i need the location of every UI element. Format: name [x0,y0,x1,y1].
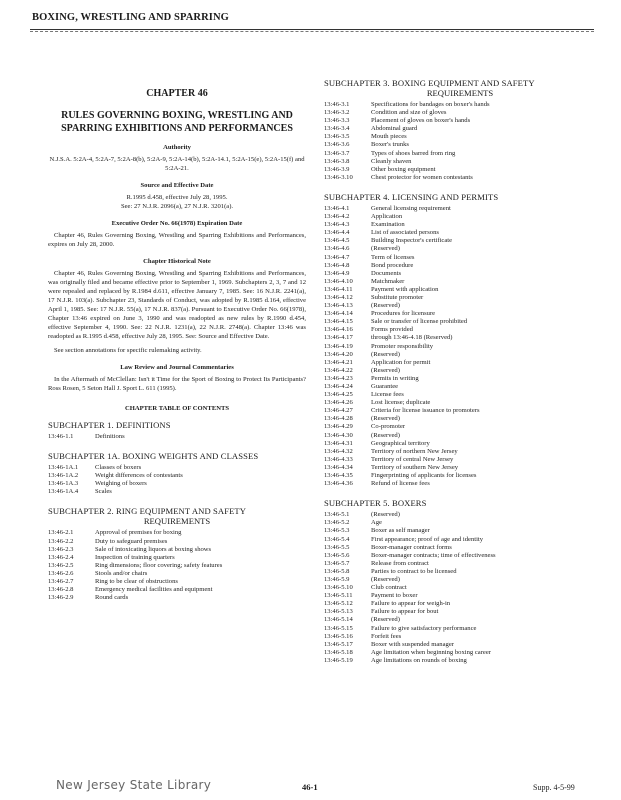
section-title: First appearance; proof of age and identity [371,535,484,543]
section-title: Boxer-manager contracts; time of effectiveness [371,551,496,559]
section-entry [48,554,306,562]
subchapter-block [324,192,596,488]
section-title: Application for permit [371,358,431,366]
section-entry [324,415,596,423]
section-title: Failure to appear for weigh-in [371,600,451,608]
section-title: Weight differences of contestants [95,472,183,480]
subchapter-heading: SUBCHAPTER 1A. BOXING WEIGHTS AND CLASSES [48,451,259,462]
section-entry [324,399,596,407]
section-entry [324,448,596,456]
section-entry [324,158,596,166]
section-title: Geographical territory [371,439,430,447]
section-number: 13:46-5.4 [324,535,350,543]
section-number: 13:46-4.6 [324,245,350,253]
historical-note-heading: Chapter Historical Note [143,258,211,265]
section-entry [324,270,596,278]
subchapter-heading-continued: REQUIREMENTS [143,516,211,527]
section-number: 13:46-2.1 [48,529,74,537]
section-entry [324,536,596,544]
section-title: Emergency medical facilities and equipment [95,586,213,594]
section-title: Weighing of boxers [95,480,147,488]
section-title: Application [371,213,403,221]
section-entry [48,488,306,496]
section-title: Documents [371,269,402,277]
section-number: 13:46-4.30 [324,431,353,439]
section-entry [324,544,596,552]
section-title: (Reserved) [371,415,400,423]
section-number: 13:46-1A.3 [48,480,79,488]
section-entry [324,423,596,431]
section-title: Definitions [95,433,125,440]
section-number: 13:46-5.7 [324,559,350,567]
section-number: 13:46-5.12 [324,600,353,608]
section-title: Substitute promoter [371,293,424,301]
section-number: 13:46-2.6 [48,569,74,577]
section-title: Scales [95,488,112,496]
section-number: 13:46-5.8 [324,567,350,575]
section-title: Age limitations on rounds of boxing [371,656,467,664]
section-entry [324,205,596,213]
section-entry [324,560,596,568]
section-number: 13:46-2.8 [48,586,74,594]
executive-order-text: Chapter 46, Rules Governing Boxing, Wrestling and Sparring Exhibitions and Performances, expires on July 28, 2000. [48,232,306,248]
section-title: Sale or transfer of license prohibited [371,318,468,326]
section-entry [324,472,596,480]
section-entry [48,529,306,537]
section-title: Building Inspector's certificate [371,237,453,245]
section-list [48,433,306,441]
section-number: 13:46-4.12 [324,293,353,301]
section-title: Club contract [371,584,407,592]
section-number: 13:46-4.3 [324,221,350,229]
section-number: 13:46-4.35 [324,472,353,480]
section-entry [48,586,306,594]
right-toc [324,78,596,665]
section-entry [324,480,596,488]
section-number: 13:46-5.17 [324,640,353,648]
subchapter-heading: SUBCHAPTER 2. RING EQUIPMENT AND SAFETY [48,506,247,517]
section-entry [324,641,596,649]
section-number: 13:46-3.1 [324,101,350,108]
section-title: Stools and/or chairs [95,569,148,577]
section-entry [324,318,596,326]
section-title: Term of licenses [371,253,415,261]
section-number: 13:46-5.19 [324,656,353,664]
section-number: 13:46-4.34 [324,463,353,471]
page-number: 46-1 [302,782,318,792]
section-number: 13:46-4.31 [324,439,353,447]
section-number: 13:46-5.5 [324,543,350,551]
section-title: Criteria for license issuance to promoters [371,407,480,415]
section-entry [324,150,596,158]
section-number: 13:46-4.1 [324,204,350,212]
section-entry [324,527,596,535]
section-number: 13:46-5.6 [324,551,350,559]
section-title: Payment with application [371,285,439,293]
section-number: 13:46-3.2 [324,109,350,117]
section-number: 13:46-4.14 [324,310,353,318]
section-number: 13:46-4.19 [324,342,353,350]
section-number: 13:46-5.16 [324,632,353,640]
section-title: Failure to give satisfactory performance [371,624,477,632]
section-entry [324,286,596,294]
section-number: 13:46-2.7 [48,578,74,586]
subchapter-block [48,420,306,441]
section-title: Release from contract [371,559,429,567]
section-entry [324,109,596,117]
section-number: 13:46-5.15 [324,624,353,632]
section-number: 13:46-2.3 [48,545,74,553]
subchapter-heading: SUBCHAPTER 3. BOXING EQUIPMENT AND SAFETY [324,78,535,88]
section-number: 13:46-4.33 [324,455,353,463]
section-title: Round cards [95,594,129,602]
section-entry [324,649,596,657]
section-number: 13:46-3.3 [324,117,350,125]
section-number: 13:46-4.24 [324,383,353,390]
section-entry [324,101,596,109]
section-entry [324,584,596,592]
section-number: 13:46-4.17 [324,334,353,342]
authority-text: N.J.S.A. 5:2A-4, 5:2A-7, 5:2A-8(b), 5:2A-9, 5:2A-14(b), 5:2A-14.1, 5:2A-15(e), 5:2A-15(f) and 5:2A-21. [49,156,305,172]
section-title: Territory of northern New Jersey [371,447,458,455]
section-entry [324,375,596,383]
section-title: Classes of boxers [95,464,142,472]
section-title: Inspection of training quarters [95,553,175,561]
source-heading: Source and Effective Date [140,182,214,189]
section-number: 13:46-4.9 [324,269,350,277]
section-number: 13:46-4.11 [324,285,353,293]
section-title: (Reserved) [371,302,400,310]
section-title: Duty to safeguard premises [95,537,168,545]
section-title: Approval of premises for boxing [95,529,182,537]
section-title: Payment to boxer [371,592,418,600]
section-number: 13:46-2.2 [48,537,74,545]
executive-order-heading: Executive Order No. 66(1978) Expiration Date [111,220,243,227]
section-entry [324,616,596,624]
section-title: Condition and size of gloves [371,109,447,117]
section-title: (Reserved) [371,366,400,374]
section-entry [324,213,596,221]
chapter-number: CHAPTER 46 [146,88,208,99]
section-number: 13:46-4.22 [324,366,353,374]
section-entry [324,133,596,141]
section-title: Matchmaker [371,277,405,285]
left-toc [48,420,306,602]
section-number: 13:46-2.4 [48,553,74,561]
section-number: 13:46-3.6 [324,141,350,149]
historical-see-also: See section annotations for specific rulemaking activity. [54,347,202,354]
section-entry [324,174,596,182]
section-number: 13:46-2.5 [48,561,74,569]
section-number: 13:46-4.15 [324,318,353,326]
section-entry [324,383,596,391]
section-title: (Reserved) [371,616,400,624]
section-number: 13:46-4.5 [324,237,350,245]
section-title: Ring dimensions; floor covering; safety features [95,561,223,569]
left-column [48,82,306,602]
subchapter-block [324,78,596,182]
section-title: Examination [371,221,405,229]
section-title: Boxer-manager contract forms [371,543,452,551]
section-title: Permits in writing [371,374,419,382]
section-number: 13:46-5.3 [324,527,350,535]
header-rule [30,29,594,30]
section-entry [324,343,596,351]
section-number: 13:46-3.7 [324,149,350,157]
section-title: Types of shoes barred from ring [371,149,456,157]
section-title: (Reserved) [371,511,400,519]
section-title: Chest protector for women contestants [371,173,473,181]
section-title: Bond procedure [371,261,414,269]
header-rule-dashed [30,31,594,32]
section-title: Promoter responsibility [371,342,434,350]
section-number: 13:46-4.2 [324,213,350,221]
section-entry [324,511,596,519]
section-entry [324,552,596,560]
section-number: 13:46-4.26 [324,399,353,407]
section-title: Refund of license fees [371,480,430,488]
section-title: Parties to contract to be licensed [371,567,457,575]
authority-heading: Authority [163,144,191,151]
section-number: 13:46-4.28 [324,415,353,423]
section-list [324,205,596,488]
section-number: 13:46-5.13 [324,608,353,616]
section-entry [324,391,596,399]
section-number: 13:46-4.32 [324,447,353,455]
section-entry [324,600,596,608]
section-number: 13:46-5.14 [324,616,353,624]
section-title: Other boxing equipment [371,165,436,173]
section-title: List of associated persons [371,229,439,237]
section-entry [48,433,306,441]
section-entry [324,221,596,229]
section-entry [324,278,596,286]
right-column [324,78,596,665]
section-number: 13:46-5.10 [324,584,353,592]
law-review-heading: Law Review and Journal Commentaries [120,364,234,371]
section-title: (Reserved) [371,575,400,583]
section-number: 13:46-4.10 [324,277,353,285]
running-head: BOXING, WRESTLING AND SPARRING [32,12,229,23]
section-number: 13:46-5.11 [324,592,353,600]
section-entry [324,237,596,245]
section-number: 13:46-4.25 [324,391,353,399]
section-entry [324,359,596,367]
section-number: 13:46-1A.1 [48,464,79,472]
section-title: Boxer with suspended manager [371,640,454,648]
section-title: Guarantee [371,383,399,390]
section-entry [324,262,596,270]
section-title: Specifications for bandages on boxer's hands [371,101,490,108]
section-number: 13:46-1A.4 [48,488,79,496]
section-entry [48,480,306,488]
section-entry [324,310,596,318]
source-line-2: See: 27 N.J.R. 2096(a), 27 N.J.R. 3201(a). [120,203,234,210]
section-number: 13:46-4.7 [324,253,350,261]
section-title: (Reserved) [371,431,400,439]
section-entry [48,472,306,480]
subchapter-heading-continued: REQUIREMENTS [426,88,494,98]
section-number: 13:46-3.5 [324,133,350,141]
section-entry [324,519,596,527]
section-title: Fingerprinting of applicants for licenses [371,472,477,480]
section-title: Age [371,519,382,527]
section-number: 13:46-4.8 [324,261,350,269]
subchapter-heading: SUBCHAPTER 1. DEFINITIONS [48,420,171,430]
section-number: 13:46-4.36 [324,480,353,488]
section-number: 13:46-4.13 [324,302,353,310]
subchapter-block [324,498,596,665]
section-entry [324,117,596,125]
section-title: Ring to be clear of obstructions [95,578,178,586]
toc-heading: CHAPTER TABLE OF CONTENTS [124,405,230,412]
chapter-title: RULES GOVERNING BOXING, WRESTLING AND SPARRING EXHIBITIONS AND PERFORMANCES [61,110,293,134]
section-number: 13:46-4.20 [324,350,353,358]
section-entry [324,568,596,576]
section-title: Territory of southern New Jersey [371,463,459,471]
subchapter-block [48,451,306,496]
section-entry [324,407,596,415]
section-title: Placement of gloves on boxer's hands [371,117,471,125]
section-entry [324,464,596,472]
section-list [324,101,596,182]
section-list [48,464,306,496]
section-title: Boxer as self manager [371,527,430,535]
section-title: Lost license; duplicate [371,399,431,407]
section-title: (Reserved) [371,350,400,358]
section-entry [324,367,596,375]
section-entry [324,456,596,464]
section-title: Territory of central New Jersey [371,455,454,463]
section-title: through 13:46-4.18 (Reserved) [371,334,453,342]
section-entry [324,245,596,253]
section-number: 13:46-1.1 [48,433,74,440]
section-list [48,529,306,602]
section-title: Co-promoter [371,423,406,431]
section-number: 13:46-1A.2 [48,472,79,480]
supplement-date: Supp. 4-5-99 [533,783,575,792]
section-number: 13:46-3.9 [324,165,350,173]
subchapter-heading: SUBCHAPTER 4. LICENSING AND PERMITS [324,191,499,202]
section-number: 13:46-3.8 [324,157,350,165]
section-entry [48,538,306,546]
section-entry [324,334,596,342]
section-entry [324,592,596,600]
section-title: Procedures for licensure [371,310,436,318]
section-number: 13:46-5.2 [324,519,350,527]
section-title: (Reserved) [371,245,400,253]
section-number: 13:46-5.18 [324,648,353,656]
section-entry [324,294,596,302]
section-list [324,511,596,665]
section-entry [48,546,306,554]
section-number: 13:46-5.9 [324,575,350,583]
section-title: Age limitation when beginning boxing career [371,648,491,656]
section-entry [324,166,596,174]
section-number: 13:46-4.29 [324,423,353,431]
section-entry [48,578,306,586]
section-number: 13:46-4.23 [324,374,353,382]
section-title: Sale of intoxicating liquors at boxing shows [95,545,212,553]
section-entry [324,326,596,334]
section-number: 13:46-2.9 [48,594,74,602]
section-entry [324,302,596,310]
section-title: Abdominal guard [371,125,418,133]
section-entry [324,633,596,641]
section-entry [324,254,596,262]
section-entry [324,229,596,237]
section-number: 13:46-4.4 [324,229,350,237]
historical-note-text: Chapter 46, Rules Governing Boxing, Wrestling and Sparring Exhibitions and Performances, was originally filed and became effective prior to September 1, 1969. Subchapters 2, 3, 7 and 12 were repealed and replaced by R.1984 d.611, effective January 7, 1985. See: 16 N.J.R. 2241(a), 17 N.J.R. 103(a). Subchapter 23, Standards of Conduct, was adopted by R.1985 d.164, effective April 1, 1985. See: 17 N.J.R. 55(a), 17 N.J.R. 837(a). Pursuant to Executive Order No. 66(1978), Chapter 13:46 expired on June 3, 1990 and was readopted as new rules by R.1990 d.454, effective September 4, 1990. See: 22 N.J.R. 1231(a), 22 N.J.R. 2748(a). Chapter 13:46 was readopted as R.1995 d.458, effective July 28, 1995. See: Source and Effective Date. [48,270,306,340]
section-entry [324,125,596,133]
section-entry [324,608,596,616]
subchapter-block [48,506,306,602]
section-entry [324,351,596,359]
section-number: 13:46-4.16 [324,326,353,334]
section-number: 13:46-4.21 [324,358,353,366]
subchapter-heading: SUBCHAPTER 5. BOXERS [324,498,427,509]
section-title: Failure to appear for bout [371,608,439,616]
section-entry [324,657,596,665]
section-entry [48,562,306,570]
section-entry [324,432,596,440]
section-title: Boxer's trunks [371,141,410,149]
source-line-1: R.1995 d.458, effective July 28, 1995. [126,194,228,201]
law-review-text: In the Aftermath of McClellan: Isn't it Time for the Sport of Boxing to Protect Its Participants? Ross Rosen, 5 Seton Hall J. Sport L. 611 (1995). [48,376,306,392]
section-entry [324,440,596,448]
section-entry [324,141,596,149]
section-title: Forfeit fees [371,632,402,640]
section-title: General licensing requirement [371,204,451,212]
section-entry [48,594,306,602]
section-number: 13:46-5.1 [324,511,350,519]
section-entry [324,625,596,633]
section-entry [48,464,306,472]
section-number: 13:46-4.27 [324,407,353,415]
section-title: Mouth pieces [371,133,407,141]
section-entry [324,576,596,584]
section-number: 13:46-3.4 [324,125,350,133]
section-title: Forms provided [371,326,413,334]
section-number: 13:46-3.10 [324,173,353,181]
library-watermark: New Jersey State Library [56,778,212,792]
section-title: Cleanly shaven [371,157,412,165]
section-title: License fees [371,391,404,399]
section-entry [48,570,306,578]
